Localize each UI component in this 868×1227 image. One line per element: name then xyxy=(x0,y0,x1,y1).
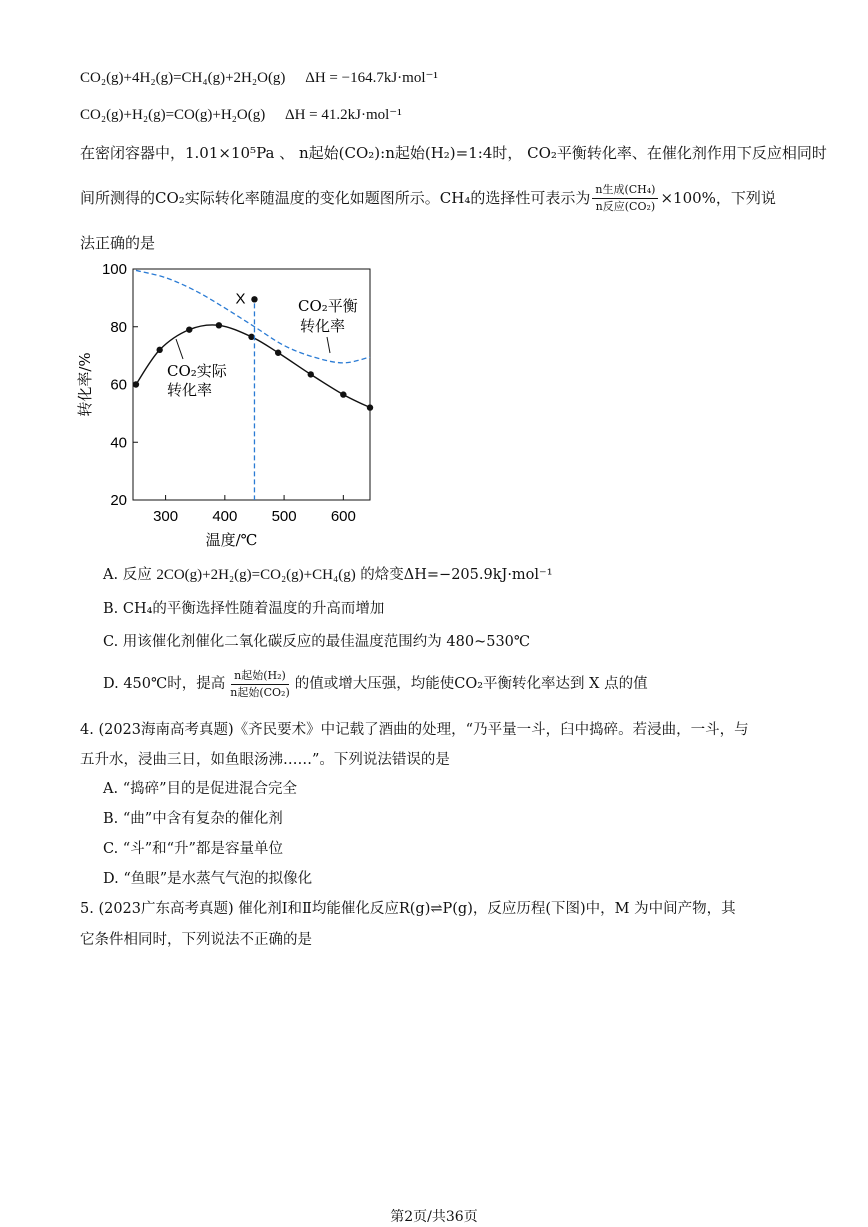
y-tick-label: 80 xyxy=(110,318,127,336)
actual-conversion-point xyxy=(216,322,222,328)
x-tick-label: 400 xyxy=(212,508,238,525)
actual-label-leader xyxy=(176,339,183,359)
paragraph-1b: n起始(CO₂):n起始(H₂)=1:4时， xyxy=(298,144,523,162)
q5-stem-line-2: 它条件相同时，下列说法不正确的是 xyxy=(80,932,312,948)
ratio-denominator: n起始(CO₂) xyxy=(230,685,290,699)
actual-conversion-point xyxy=(340,391,346,397)
q3-option-a xyxy=(103,565,553,585)
equation-1-enthalpy: ΔH = −164.7kJ·mol⁻¹ xyxy=(305,70,438,86)
paragraph-1c: CO₂平衡转化率、在催化剂作用下反应相同时 xyxy=(527,144,827,162)
point-x-marker xyxy=(251,296,257,302)
q4-option-a: A. “捣碎”目的是促进混合完全 xyxy=(103,781,298,797)
point-x-label: X xyxy=(235,290,246,308)
ratio-fraction xyxy=(227,668,293,701)
q3-option-d-prefix: D. 450℃时，提高 xyxy=(103,676,226,692)
y-tick-label: 20 xyxy=(110,492,127,509)
x-tick-label: 300 xyxy=(153,508,179,525)
actual-conversion-point xyxy=(156,347,162,353)
equilibrium-label-line-2: 转化率 xyxy=(300,317,346,335)
conversion-chart xyxy=(70,255,390,550)
ratio-numerator: n起始(H₂) xyxy=(231,668,289,685)
selectivity-fraction xyxy=(592,182,658,215)
q5-stem-line-1: 5. (2023广东高考真题) 催化剂Ⅰ和Ⅱ均能催化反应R(g)⇌P(g)，反应历程(下图)中，M 为中间产物，其 xyxy=(80,901,736,917)
paragraph-2b: ×100%，下列说 xyxy=(660,189,776,207)
chart-labels xyxy=(167,290,358,399)
y-axis-label: 转化率/% xyxy=(76,352,94,417)
q4-option-b: B. “曲”中含有复杂的催化剂 xyxy=(103,811,283,827)
actual-conversion-point xyxy=(275,350,281,356)
equation-2-enthalpy: ΔH = 41.2kJ·mol⁻¹ xyxy=(284,107,402,123)
actual-label-line-1: CO₂实际 xyxy=(167,362,227,380)
selectivity-denominator: n反应(CO₂) xyxy=(595,199,656,213)
q3-option-a-equation: 2CO(g)+2H₂(g)=CO₂(g)+CH₄(g) xyxy=(156,567,356,583)
equilibrium-label-leader xyxy=(327,337,330,353)
actual-label-line-2: 转化率 xyxy=(167,381,213,399)
equation-2 xyxy=(80,105,402,125)
q4-stem-line-2: 五升水，浸曲三日，如鱼眼汤沸……”。下列说法错误的是 xyxy=(80,752,450,768)
q3-option-a-prefix: A. 反应 xyxy=(103,567,152,583)
actual-conversion-point xyxy=(186,326,192,332)
paragraph-1a: 在密闭容器中，1.01×10⁵Pa 、 xyxy=(80,144,295,162)
y-tick-label: 100 xyxy=(101,261,127,278)
q4-stem-line-1: 4. (2023海南高考真题)《齐民要术》中记载了酒曲的处理，“乃平量一斗，臼中捣碎。若浸曲，一斗，与 xyxy=(80,722,749,738)
actual-conversion-point xyxy=(248,334,254,340)
q4-option-c: C. “斗”和“升”都是容量单位 xyxy=(103,841,283,857)
equation-2-body: CO₂(g)+H₂(g)=CO(g)+H₂O(g) xyxy=(80,107,266,123)
q3-option-a-suffix: 的焓变ΔH=−205.9kJ·mol⁻¹ xyxy=(360,567,553,583)
paragraph-line-3: 法正确的是 xyxy=(80,234,156,252)
x-tick-label: 600 xyxy=(330,508,356,525)
actual-conversion-point xyxy=(133,381,139,387)
q3-option-d xyxy=(103,664,648,704)
q3-option-c: C. 用该催化剂催化二氧化碳反应的最佳温度范围约为 480~530℃ xyxy=(103,634,531,650)
q3-option-b: B. CH₄的平衡选择性随着温度的升高而增加 xyxy=(103,601,385,617)
actual-conversion-point xyxy=(367,404,373,410)
page-footer: 第2页/共36页 xyxy=(390,1209,478,1225)
equation-1 xyxy=(80,68,438,88)
actual-conversion-point xyxy=(308,371,314,377)
q3-option-d-suffix: 的值或增大压强，均能使CO₂平衡转化率达到 X 点的值 xyxy=(294,676,648,692)
y-tick-label: 40 xyxy=(110,434,127,452)
equation-1-body: CO₂(g)+4H₂(g)=CH₄(g)+2H₂O(g) xyxy=(80,70,286,86)
q4-option-d: D. “鱼眼”是水蒸气气泡的拟像化 xyxy=(103,871,313,887)
y-tick-label: 60 xyxy=(110,376,127,394)
paragraph-line-2 xyxy=(80,180,776,216)
equilibrium-label-line-1: CO₂平衡 xyxy=(298,297,358,315)
paragraph-line-1 xyxy=(80,143,827,163)
x-tick-label: 500 xyxy=(271,508,297,525)
x-axis-label: 温度/℃ xyxy=(205,531,258,549)
selectivity-numerator: n生成(CH₄) xyxy=(592,182,658,199)
paragraph-2a: 间所测得的CO₂实际转化率随温度的变化如题图所示。CH₄的选择性可表示为 xyxy=(80,189,591,207)
